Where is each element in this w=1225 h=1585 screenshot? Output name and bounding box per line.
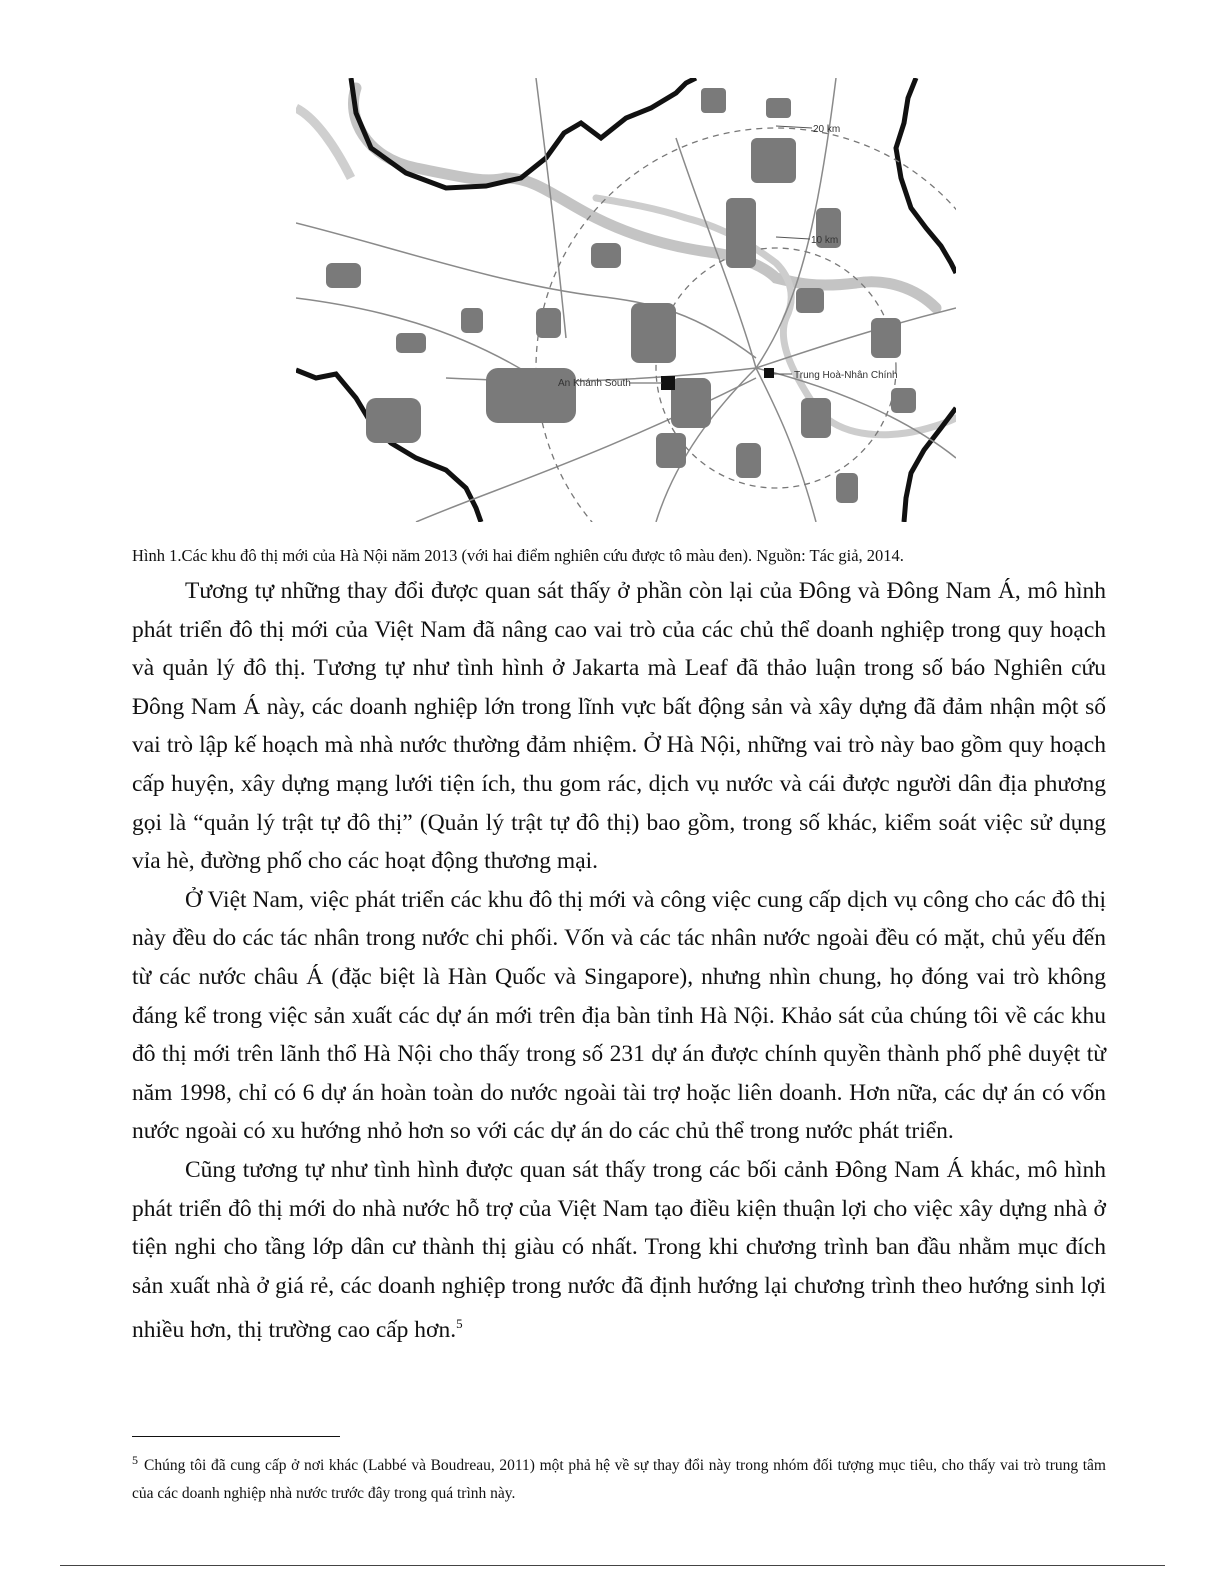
hanoi-map-figure — [296, 78, 956, 522]
label-an-khanh-south: An Khánh South — [558, 378, 631, 389]
paragraph-3 — [132, 1151, 1106, 1350]
province-border-north — [351, 78, 696, 188]
map-graphic — [296, 78, 956, 522]
label-trung-hoa-nhan-chinh: Trung Hoà-Nhân Chính — [794, 370, 898, 381]
study-site-an-khanh — [661, 376, 675, 390]
footnote-divider — [132, 1436, 340, 1437]
page-bottom-rule — [60, 1565, 1165, 1566]
paragraph-3-text: Cũng tương tự như tình hình được quan sát thấy trong các bối cảnh Đông Nam Á khác, mô hình phát triển đô thị mới do nhà nước hỗ trợ của Việt Nam tạo điều kiện thuận lợi cho việc xây dựng nhà ở tiện nghi cho tầng lớp dân cư thành thị giàu có nhất. Trong khi chương trình ban đầu nhằm mục đích sản xuất nhà ở giá rẻ, các doanh nghiệp trong nước đã định hướng lại chương trình theo hướng sinh lợi nhiều hơn, thị trường cao cấp hơn. — [132, 1156, 1106, 1344]
footnote-number: 5 — [132, 1453, 138, 1467]
label-20km: 20 km — [813, 124, 841, 135]
paragraph-2: Ở Việt Nam, việc phát triển các khu đô thị mới và công việc cung cấp dịch vụ công cho các đô thị này đều do các tác nhân trong nước chi phối. Vốn và các tác nhân nước ngoài đều có mặt, chủ yếu đến từ các nước châu Á (đặc biệt là Hàn Quốc và Singapore), nhưng nhìn chung, họ đóng vai trò không đáng kể trong việc sản xuất các dự án mới trên địa bàn tỉnh Hà Nội. Khảo sát của chúng tôi về các khu đô thị mới trên lãnh thổ Hà Nội cho thấy trong số 231 dự án được chính quyền thành phố phê duyệt từ năm 1998, chỉ có 6 dự án hoàn toàn do nước ngoài tài trợ hoặc liên doanh. Hơn nữa, các dự án có vốn nước ngoài có xu hướng nhỏ hơn so với các dự án do các chủ thể trong nước phát triển. — [132, 886, 1106, 1145]
label-leader-10km — [776, 237, 810, 239]
river-main — [354, 88, 937, 308]
province-border-east — [896, 78, 956, 273]
body-text — [132, 572, 1106, 1350]
paragraph-1: Tương tự những thay đổi được quan sát thấy ở phần còn lại của Đông và Đông Nam Á, mô hình phát triển đô thị mới của Việt Nam đã nâng cao vai trò của các chủ thể doanh nghiệp trong quy hoạch và quản lý đô thị. Tương tự như tình hình ở Jakarta mà Leaf đã thảo luận trong số báo Nghiên cứu Đông Nam Á này, các doanh nghiệp lớn trong lĩnh vực bất động sản và xây dựng đã đảm nhận một số vai trò lập kế hoạch mà nhà nước thường đảm nhiệm. Ở Hà Nội, những vai trò này bao gồm quy hoạch cấp huyện, xây dựng mạng lưới tiện ích, thu gom rác, dịch vụ nước và cái được người dân địa phương gọi là “quản lý trật tự đô thị” (Quản lý trật tự đô thị) bao gồm, trong số khác, kiểm soát việc sử dụng vỉa hè, đường phố cho các hoạt động thương mại. — [132, 578, 1106, 875]
river-channel — [296, 108, 351, 178]
footnote-text: Chúng tôi đã cung cấp ở nơi khác (Labbé và Boudreau, 2011) một phả hệ về sự thay đổi này trong nhóm đối tượng mục tiêu, cho thấy vai trò trung tâm của các doanh nghiệp nhà nước trước đây trong quá trình này. — [132, 1457, 1106, 1503]
road-network — [296, 78, 956, 522]
figure-caption: Hình 1.Các khu đô thị mới của Hà Nội năm 2013 (với hai điểm nghiên cứu được tô màu đen). Nguồn: Tác giả, 2014. — [132, 546, 904, 565]
study-site-trung-hoa — [764, 368, 774, 378]
footnote-reference[interactable]: 5 — [456, 1316, 463, 1332]
province-border-west — [296, 370, 481, 522]
label-10km: 10 km — [811, 235, 839, 246]
footnote — [132, 1446, 1106, 1508]
